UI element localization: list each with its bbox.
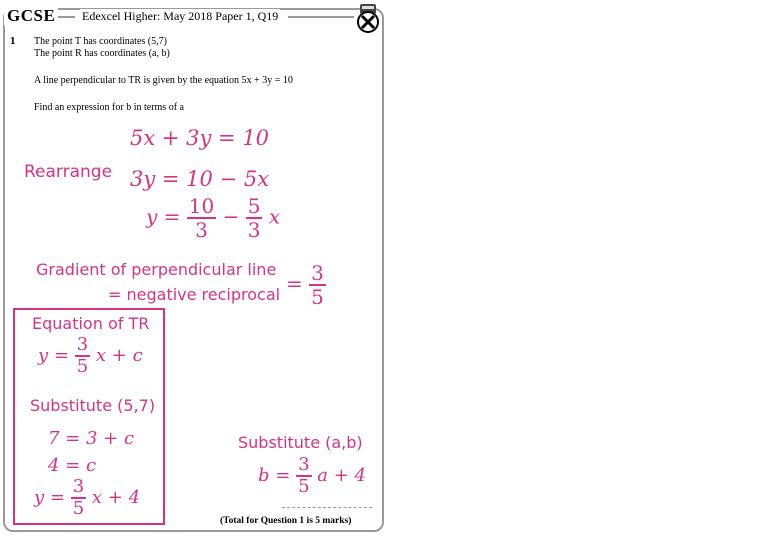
b-equals: b = (258, 465, 291, 486)
fraction-denominator: 3 (195, 218, 208, 242)
question-line-3: A line perpendicular to TR is given by the equation 5x + 3y = 10 (34, 75, 293, 86)
a-plus-4: a + 4 (317, 465, 366, 486)
substitution-equation: 7 = 3 + c (48, 428, 135, 449)
fraction-3-over-5 (71, 478, 86, 518)
fraction-denominator: 5 (72, 498, 85, 519)
y-equals: y = (146, 204, 181, 229)
question-line-1: The point T has coordinates (5,7) (34, 36, 167, 47)
answer-equation (258, 456, 366, 496)
fraction-numerator: 3 (298, 454, 310, 475)
header-rule-right (288, 16, 354, 18)
fraction-denominator: 5 (76, 356, 89, 377)
question-number: 1 (10, 35, 16, 47)
fraction-10-over-3 (187, 196, 216, 240)
equation-of-tr-title: Equation of TR (32, 314, 150, 333)
fraction-denominator: 5 (298, 476, 310, 497)
tr-equation-final (34, 478, 140, 518)
tr-equation-general (38, 336, 143, 376)
negative-reciprocal-label: = negative reciprocal (108, 285, 281, 304)
rearrange-label: Rearrange (24, 162, 113, 182)
fraction-3-over-5 (309, 263, 326, 307)
x-variable: x (268, 204, 281, 229)
gcse-logo: GCSE (4, 6, 58, 26)
equals-sign: = (286, 271, 303, 296)
fraction-3-over-5 (296, 456, 311, 496)
fraction-numerator: 3 (76, 334, 89, 355)
gradient-value (286, 263, 326, 307)
minus-sign: − (222, 204, 240, 229)
x-plus-4: x + 4 (91, 487, 141, 508)
fraction-numerator: 3 (311, 261, 324, 285)
question-line-2: The point R has coordinates (a, b) (34, 48, 170, 59)
fraction-numerator: 3 (72, 476, 85, 497)
fraction-denominator: 3 (247, 218, 261, 242)
c-value-equation: 4 = c (48, 455, 97, 476)
substitute-a-b-label: Substitute (a,b) (238, 433, 363, 452)
x-plus-c: x + c (95, 345, 143, 366)
substitute-5-7-label: Substitute (5,7) (30, 396, 156, 415)
paper-title: Edexcel Higher: May 2018 Paper 1, Q19 (82, 9, 279, 23)
equation-given: 5x + 3y = 10 (130, 126, 270, 150)
gradient-label: Gradient of perpendicular line (36, 260, 277, 279)
equation-y-form (146, 196, 280, 240)
y-equals: y = (34, 487, 65, 508)
y-equals: y = (38, 345, 69, 366)
total-marks: (Total for Question 1 is 5 marks) (220, 516, 352, 526)
no-calculator-icon (356, 3, 380, 33)
equation-rearranged: 3y = 10 − 5x (130, 167, 270, 191)
fraction-denominator: 5 (311, 285, 324, 309)
fraction-5-over-3 (246, 196, 263, 240)
question-line-4: Find an expression for b in terms of a (34, 102, 184, 113)
fraction-numerator: 10 (188, 194, 215, 218)
fraction-numerator: 5 (247, 194, 261, 218)
fraction-3-over-5 (75, 336, 90, 376)
answer-line (282, 507, 372, 508)
